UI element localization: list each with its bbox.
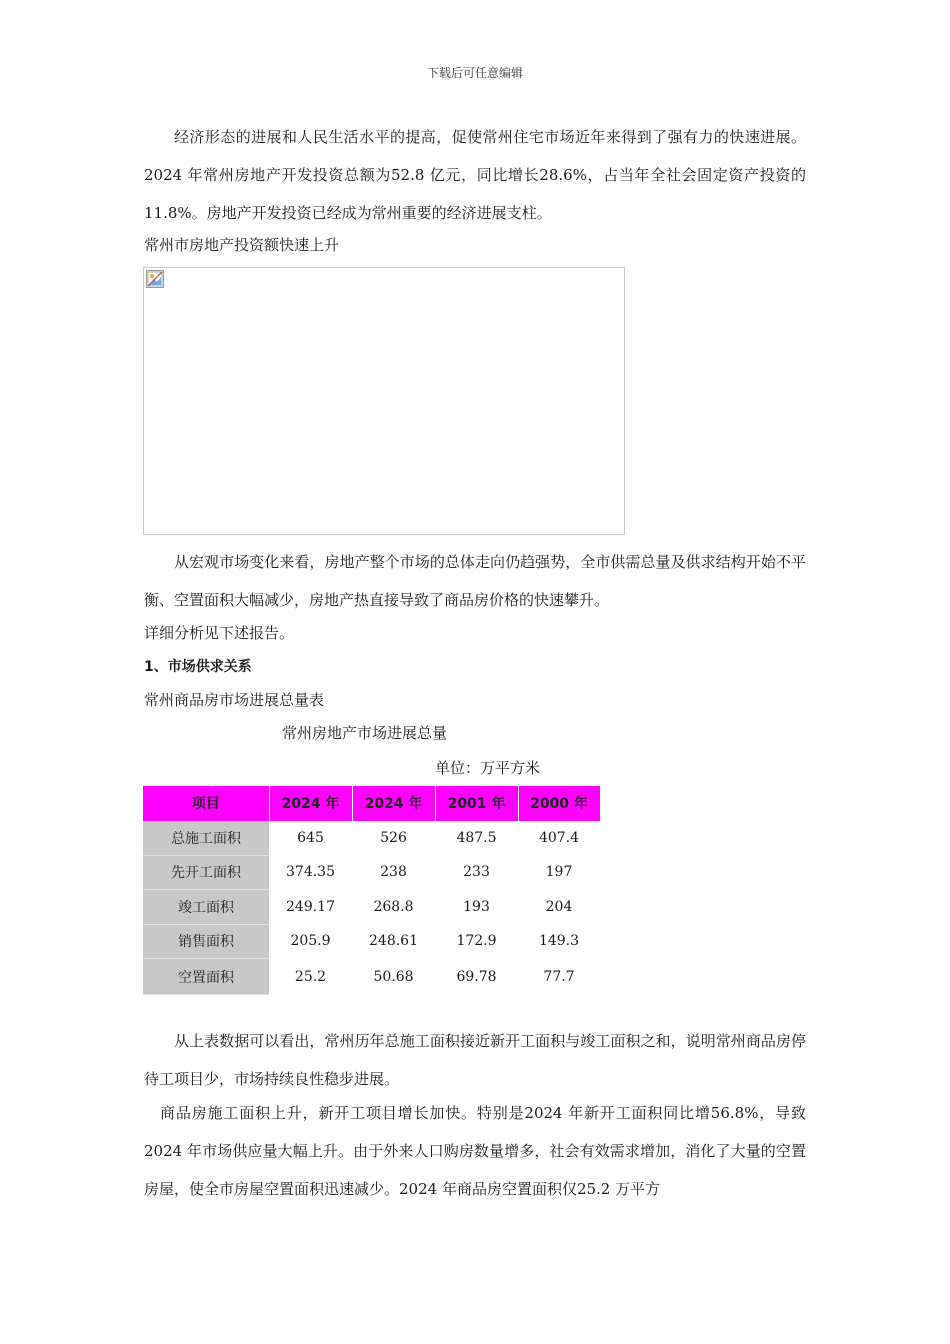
table-unit: 单位：万平方米	[435, 759, 541, 777]
column-header: 2024 年	[269, 786, 352, 821]
table-row	[143, 821, 600, 856]
row-header: 竣工面积	[143, 890, 269, 925]
intro-paragraph: 经济形态的进展和人民生活水平的提高，促使常州住宅市场近年来得到了强有力的快速进展。2024 年常州房地产开发投资总额为52.8 亿元，同比增长28.6%，占当年全社会固定资产投资的11.8%。房地产开发投资已经成为常州重要的经济进展支柱。	[144, 128, 806, 222]
column-header: 2000 年	[518, 786, 600, 821]
table-cell: 50.68	[373, 968, 414, 985]
chart-image-placeholder	[143, 267, 625, 535]
table-cell: 77.7	[543, 968, 575, 985]
table-cell: 407.4	[538, 829, 580, 846]
broken-image-icon	[146, 270, 164, 288]
table-cell: 69.78	[456, 968, 497, 985]
row-header: 先开工面积	[143, 855, 269, 890]
table-row	[143, 959, 600, 995]
row-header: 总施工面积	[143, 821, 269, 856]
table-cell: 248.61	[369, 933, 418, 950]
table-cell: 645	[297, 829, 324, 846]
chart-caption: 常州市房地产投资额快速上升	[144, 236, 340, 254]
table-row	[143, 924, 600, 959]
table-caption: 常州商品房市场进展总量表	[144, 691, 325, 709]
page-header: 下载后可任意编辑	[426, 66, 523, 80]
table-cell: 149.3	[538, 933, 580, 950]
table-cell: 172.9	[456, 933, 497, 950]
table-cell: 25.2	[294, 968, 327, 985]
table-cell: 193	[463, 898, 490, 915]
data-table	[143, 786, 601, 995]
column-header: 项目	[143, 786, 269, 821]
table-row	[143, 890, 600, 925]
table-cell: 526	[380, 829, 407, 846]
column-header: 2001 年	[435, 786, 518, 821]
table-cell: 204	[545, 898, 573, 915]
section-heading: 1、市场供求关系	[144, 659, 252, 675]
table-cell: 249.17	[286, 898, 335, 915]
row-header: 销售面积	[143, 924, 269, 959]
column-header: 2024 年	[352, 786, 435, 821]
table-cell: 487.5	[456, 829, 497, 846]
table-title: 常州房地产市场进展总量	[282, 724, 448, 742]
analysis-paragraph-1: 从上表数据可以看出，常州历年总施工面积接近新开工面积与竣工面积之和，说明常州商品房停待工项目少，市场持续良性稳步进展。	[144, 1032, 806, 1088]
table-cell: 197	[545, 864, 573, 881]
table-cell: 238	[380, 864, 407, 881]
analysis-paragraph-2: 商品房施工面积上升，新开工项目增长加快。特别是2024 年新开工面积同比增56.8%，导致2024 年市场供应量大幅上升。由于外来人口购房数量增多，社会有效需求增加，消化了大量的空置房屋，使全市房屋空置面积迅速减少。2024 年商品房空置面积仅25.2 万平方	[144, 1104, 806, 1198]
table-header-row	[143, 786, 600, 821]
macro-paragraph: 从宏观市场变化来看，房地产整个市场的总体走向仍趋强势，全市供需总量及供求结构开始不平衡、空置面积大幅减少，房地产热直接导致了商品房价格的快速攀升。	[144, 553, 806, 609]
table-cell: 233	[463, 864, 490, 881]
row-header: 空置面积	[143, 959, 269, 995]
table-cell: 268.8	[373, 898, 414, 915]
detail-line: 详细分析见下述报告。	[144, 624, 295, 642]
table-row	[143, 855, 600, 890]
table-cell: 374.35	[286, 864, 335, 881]
table-cell: 205.9	[290, 933, 331, 950]
